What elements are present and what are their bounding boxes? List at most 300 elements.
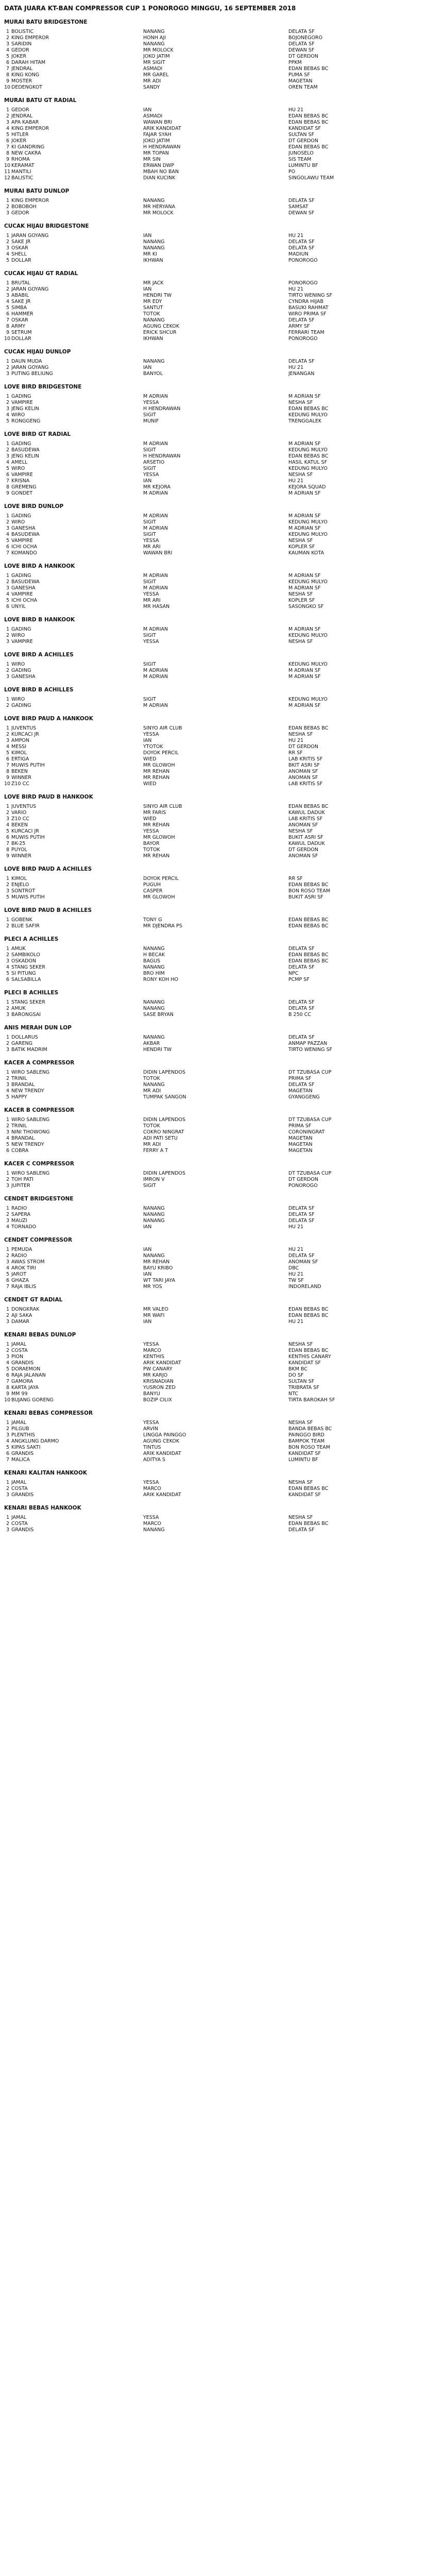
owner-name: ERWAN DWP — [143, 163, 175, 168]
result-rank: 10 — [4, 84, 11, 90]
owner-name: YESSA — [143, 1515, 159, 1520]
owner-name: DIAN KUCINK — [143, 175, 176, 181]
bird-name: STANG SEKER — [11, 999, 45, 1005]
result-row — [4, 888, 429, 894]
result-row — [4, 418, 429, 425]
result-row — [4, 233, 429, 239]
result-rank: 3 — [6, 639, 9, 645]
team-name: DT GERDON — [288, 1177, 319, 1182]
category-section — [0, 97, 429, 181]
owner-name: M ADRIAN — [143, 490, 168, 496]
team-name: NESHA SF — [288, 732, 313, 737]
bird-name: GONDET — [11, 490, 33, 496]
result-rank: 8 — [6, 324, 9, 329]
owner-name: NANANG — [143, 964, 165, 970]
result-row — [4, 1206, 429, 1212]
owner-name: MR ADI — [143, 78, 161, 84]
bird-name: BUJANG GORENG — [11, 1397, 54, 1403]
bird-name: DEDENGKOT — [11, 84, 43, 90]
team-name: BUKIT ASRI SF — [288, 894, 323, 900]
result-rank: 3 — [6, 1129, 9, 1135]
result-rank: 2 — [6, 633, 9, 638]
result-row — [4, 971, 429, 977]
result-row — [4, 1253, 429, 1259]
result-rank: 5 — [6, 971, 9, 976]
bird-name: KING EMPEROR — [11, 198, 49, 204]
result-row — [4, 816, 429, 822]
owner-name: NANANG — [143, 1218, 165, 1224]
team-name: EDAN BEBAS BC — [288, 120, 329, 125]
result-rank: 2 — [6, 1253, 9, 1259]
category-section — [0, 1331, 429, 1403]
category-title: KENARI KALITAN HANKOOK — [4, 1470, 88, 1476]
bird-name: STANG SEKER — [11, 964, 45, 970]
result-row — [4, 550, 429, 556]
result-row — [4, 1319, 429, 1325]
team-name: ANOMAN SF — [288, 822, 318, 828]
owner-name: MR YOS — [143, 1284, 162, 1290]
result-row — [4, 544, 429, 550]
owner-name: SIGIT — [143, 447, 156, 453]
bird-name: WIRO — [11, 412, 25, 418]
result-rank: 2 — [6, 1006, 9, 1011]
team-name: PO — [288, 169, 296, 175]
owner-name: SANDY — [143, 84, 160, 90]
owner-name: SIGIT — [143, 579, 156, 585]
result-rank: 3 — [6, 888, 9, 894]
bird-name: GADING — [11, 513, 31, 519]
result-row — [4, 359, 429, 365]
result-rank: 3 — [6, 1183, 9, 1189]
team-name: NESHA SF — [288, 400, 313, 405]
result-rank: 1 — [6, 804, 9, 809]
category-section — [0, 223, 429, 264]
bird-name: AJI SAKA — [11, 1313, 32, 1318]
result-row — [4, 1284, 429, 1290]
team-name: KEDUNG MULYO — [288, 532, 328, 537]
result-row — [4, 1006, 429, 1012]
result-row — [4, 1171, 429, 1177]
team-name: FERRARI TEAM — [288, 330, 324, 335]
result-row — [4, 513, 429, 519]
owner-name: SASE BRYAN — [143, 1012, 174, 1018]
category-title: LOVE BIRD DUNLOP — [4, 503, 64, 510]
bird-name: JARAN GOYANG — [11, 286, 49, 292]
result-rank: 9 — [6, 490, 9, 496]
bird-name: GEDOR — [11, 210, 29, 216]
bird-name: DOLLARUS — [11, 1035, 38, 1040]
bird-name: Z10 CC — [11, 816, 29, 822]
result-row — [4, 251, 429, 258]
owner-name: BAGUS — [143, 958, 161, 964]
owner-name: MR SIGIT — [143, 60, 165, 65]
bird-name: KI GANDRING — [11, 144, 45, 150]
category-title: LOVE BIRD PAUD A ACHILLES — [4, 866, 92, 872]
result-rank: 1 — [6, 1117, 9, 1123]
bird-name: WINNER — [11, 853, 32, 859]
bird-name: ICHI OCHA — [11, 544, 38, 550]
team-name: KAUMAN KOTA — [288, 550, 324, 556]
team-name: KEDUNG MULYO — [288, 697, 328, 702]
bird-name: KIPAS SAKTI — [11, 1445, 41, 1450]
category-title: LOVE BIRD BRIDGESTONE — [4, 384, 82, 390]
owner-name: SIGIT — [143, 633, 156, 638]
bird-name: WIRO — [11, 662, 25, 667]
result-rank: 6 — [6, 835, 9, 840]
result-row — [4, 604, 429, 610]
bird-name: SAMBIKOLO — [11, 952, 40, 958]
bird-name: SIMBA — [11, 305, 27, 311]
bird-name: GOBENK — [11, 917, 32, 923]
team-name: HU 21 — [288, 1247, 304, 1252]
owner-name: IAN — [143, 365, 152, 370]
result-rank: 3 — [6, 1432, 9, 1438]
owner-name: WIED — [143, 756, 157, 762]
result-row — [4, 732, 429, 738]
bird-name: GANESHA — [11, 674, 36, 680]
result-rank: 2 — [6, 286, 9, 292]
bird-name: DONGKRAK — [11, 1307, 40, 1312]
result-row — [4, 299, 429, 305]
team-name: KEDUNG MULYO — [288, 579, 328, 585]
owner-name: MR ARI — [143, 598, 161, 603]
result-rank: 4 — [6, 299, 9, 304]
owner-name: ARSETIO — [143, 460, 165, 465]
result-rank: 4 — [6, 1088, 9, 1094]
team-name: KENTHIS CANARY — [288, 1354, 331, 1360]
result-rank: 1 — [6, 441, 9, 447]
owner-name: SINYO AIR CLUB — [143, 725, 182, 731]
result-row — [4, 1148, 429, 1154]
result-row — [4, 1278, 429, 1284]
category-section — [0, 188, 429, 216]
team-name: KEDUNG MULYO — [288, 466, 328, 471]
team-name: DELATA SF — [288, 317, 315, 323]
team-name: TRENGGALEK — [288, 418, 322, 424]
bird-name: VAMPIRE — [11, 591, 33, 597]
result-row — [4, 964, 429, 971]
result-row — [4, 668, 429, 674]
owner-name: M ADRIAN — [143, 585, 168, 591]
team-name: M ADRIAN SF — [288, 668, 321, 673]
result-row — [4, 1272, 429, 1278]
team-name: EDAN BEBAS BC — [288, 1486, 329, 1492]
result-row — [4, 47, 429, 54]
result-row — [4, 330, 429, 336]
team-name: ANOMAN SF — [288, 769, 318, 774]
category-section — [0, 907, 429, 929]
category-section — [0, 1504, 429, 1533]
result-rank: 1 — [6, 280, 9, 286]
owner-name: IMRON V — [143, 1177, 165, 1182]
team-name: TW SF — [288, 1278, 304, 1283]
result-rank: 4 — [6, 532, 9, 537]
result-rank: 1 — [6, 233, 9, 239]
team-name: BOJONEGORO — [288, 35, 323, 41]
result-rank: 2 — [6, 1177, 9, 1182]
bird-name: GADING — [11, 703, 31, 708]
category-title: CUCAK HIJAU GT RADIAL — [4, 270, 78, 277]
team-name: KAWUL DADUK — [288, 810, 325, 816]
result-rank: 7 — [6, 1457, 9, 1463]
team-name: SASONGKO SF — [288, 604, 324, 609]
result-row — [4, 756, 429, 762]
team-name: M ADRIAN SF — [288, 573, 321, 579]
result-rank: 1 — [6, 1247, 9, 1252]
owner-name: ASMADI — [143, 66, 163, 72]
result-row — [4, 412, 429, 418]
result-row — [4, 1521, 429, 1527]
bird-name: PILGUB — [11, 1426, 29, 1432]
bird-name: SARIDIN — [11, 41, 32, 47]
owner-name: TOTOK — [143, 1123, 160, 1129]
owner-name: SINYO AIR CLUB — [143, 804, 182, 809]
team-name: BASUKI RAHMAT — [288, 305, 329, 311]
owner-name: SIGIT — [143, 532, 156, 537]
owner-name: M ADRIAN — [143, 668, 168, 673]
result-row — [4, 150, 429, 157]
bird-name: BASUDEWA — [11, 532, 40, 537]
result-row — [4, 210, 429, 216]
team-name: KEDUNG MULYO — [288, 447, 328, 453]
bird-name: MANTILI — [11, 169, 31, 175]
result-rank: 5 — [6, 418, 9, 424]
result-row — [4, 1420, 429, 1426]
result-row — [4, 258, 429, 264]
bird-name: RONGGENG — [11, 418, 41, 424]
owner-name: M ADRIAN — [143, 573, 168, 579]
owner-name: ASMADI — [143, 113, 163, 119]
result-rank: 2 — [6, 1426, 9, 1432]
result-rank: 4 — [6, 126, 9, 131]
owner-name: ERICK SHCUR — [143, 330, 177, 335]
result-rank: 1 — [6, 1342, 9, 1347]
bird-name: GADING — [11, 668, 31, 673]
result-row — [4, 29, 429, 35]
result-row — [4, 336, 429, 342]
result-row — [4, 1366, 429, 1372]
team-name: EDAN BEBAS BC — [288, 958, 329, 964]
result-row — [4, 882, 429, 888]
bird-name: WIRO SABLENG — [11, 1171, 50, 1176]
result-rank: 3 — [6, 1319, 9, 1325]
result-rank: 6 — [6, 1451, 9, 1456]
team-name: CORONINGRAT — [288, 1129, 325, 1135]
owner-name: MR KI — [143, 251, 157, 257]
result-rank: 8 — [6, 1385, 9, 1391]
owner-name: YESSA — [143, 472, 159, 478]
category-section — [0, 651, 429, 680]
team-name: DELATA SF — [288, 1253, 315, 1259]
bird-name: DARAH HITAM — [11, 60, 46, 65]
team-name: EDAN BEBAS BC — [288, 113, 329, 119]
category-title: LOVE BIRD GT RADIAL — [4, 431, 71, 437]
result-row — [4, 1348, 429, 1354]
team-name: DELATA SF — [288, 1082, 315, 1088]
result-row — [4, 245, 429, 251]
result-row — [4, 126, 429, 132]
bird-name: ARMY — [11, 324, 26, 329]
owner-name: M ADRIAN — [143, 626, 168, 632]
team-name: NPC — [288, 971, 299, 976]
bird-name: UNYIL — [11, 604, 26, 609]
result-rank: 3 — [6, 585, 9, 591]
team-name: JENANGAN — [288, 371, 315, 377]
bird-name: BLUE SAFIR — [11, 923, 40, 929]
bird-name: PUYOL — [11, 847, 27, 853]
result-row — [4, 804, 429, 810]
result-row — [4, 828, 429, 835]
team-name: DELATA SF — [288, 29, 315, 35]
bird-name: SALSABILLA — [11, 977, 41, 982]
bird-name: APA KABAR — [11, 120, 39, 125]
result-row — [4, 1457, 429, 1463]
result-row — [4, 169, 429, 175]
result-rank: 5 — [6, 1272, 9, 1277]
owner-name: ARVIN — [143, 1426, 158, 1432]
category-section — [0, 1059, 429, 1100]
result-rank: 3 — [6, 406, 9, 412]
owner-name: PW CANARY — [143, 1366, 173, 1372]
team-name: NESHA SF — [288, 639, 313, 645]
owner-name: YESSA — [143, 1480, 159, 1485]
owner-name: M ADRIAN — [143, 441, 168, 447]
bird-name: RADIO — [11, 1253, 27, 1259]
result-rank: 8 — [6, 72, 9, 78]
category-section — [0, 1469, 429, 1498]
team-name: DELATA SF — [288, 1006, 315, 1011]
owner-name: IAN — [143, 1272, 152, 1277]
result-row — [4, 822, 429, 828]
owner-name: MR DJENDRA PS — [143, 923, 182, 929]
team-name: GYANGGENG — [288, 1094, 320, 1100]
owner-name: IAN — [143, 478, 152, 484]
result-rank: 4 — [6, 822, 9, 828]
result-rank: 2 — [6, 1313, 9, 1318]
result-row — [4, 958, 429, 964]
bird-name: GRANDIS — [11, 1492, 34, 1498]
bird-name: MUWIS PUTIH — [11, 894, 45, 900]
result-row — [4, 198, 429, 204]
team-name: PONOROGO — [288, 336, 318, 342]
result-rank: 1 — [6, 917, 9, 923]
team-name: PRIMA SF — [288, 1123, 312, 1129]
owner-name: MR ARI — [143, 544, 161, 550]
owner-name: TOTOK — [143, 311, 160, 317]
category-title: ANIS MERAH DUN LOP — [4, 1025, 72, 1031]
owner-name: TOTOK — [143, 1076, 160, 1081]
owner-name: MARCO — [143, 1521, 161, 1527]
result-rank: 5 — [6, 598, 9, 603]
owner-name: ADITYA S — [143, 1457, 166, 1463]
result-rank: 1 — [6, 394, 9, 399]
owner-name: MARCO — [143, 1486, 161, 1492]
team-name: EDAN BEBAS BC — [288, 882, 329, 888]
team-name: DELATA SF — [288, 1206, 315, 1211]
bird-name: JAROT — [11, 1272, 27, 1277]
category-section — [0, 1296, 429, 1325]
owner-name: H HENDRAWAN — [143, 144, 181, 150]
result-rank: 3 — [6, 1354, 9, 1360]
result-row — [4, 113, 429, 120]
result-rank: 1 — [6, 1171, 9, 1176]
team-name: WIRO PRIMA SF — [288, 311, 327, 317]
owner-name: COKRO NINGRAT — [143, 1129, 184, 1135]
result-rank: 1 — [6, 1035, 9, 1040]
owner-name: BOZIP CILIX — [143, 1397, 172, 1403]
bird-name: KING EMPEROR — [11, 126, 49, 131]
team-name: DELATA SF — [288, 964, 315, 970]
owner-name: WAWAN BRI — [143, 550, 173, 556]
result-rank: 9 — [6, 157, 9, 162]
owner-name: MR FARIS — [143, 810, 166, 816]
result-row — [4, 1136, 429, 1142]
team-name: JUNOSELO — [288, 150, 314, 156]
category-section — [0, 1195, 429, 1230]
page-title: DATA JUARA KT-BAN COMPRESSOR CUP 1 PONOROGO MINGGU, 16 SEPTEMBER 2018 — [4, 5, 296, 12]
bird-name: RADIO — [11, 1206, 27, 1211]
result-row — [4, 946, 429, 952]
owner-name: MR REHAN — [143, 1259, 170, 1265]
team-name: HU 21 — [288, 1272, 304, 1277]
owner-name: IKHWAN — [143, 336, 163, 342]
team-name: DELATA SF — [288, 198, 315, 204]
result-row — [4, 769, 429, 775]
owner-name: DIDIN LAPENDOS — [143, 1117, 186, 1123]
team-name: DT GERDON — [288, 54, 319, 59]
bird-name: BEKEN — [11, 769, 28, 774]
team-name: DELATA SF — [288, 999, 315, 1005]
result-rank: 3 — [6, 816, 9, 822]
result-rank: 3 — [6, 1012, 9, 1018]
team-name: EDAN BEBAS BC — [288, 725, 329, 731]
team-name: KEJORA SQUAD — [288, 484, 326, 490]
bird-name: BOBOBOH — [11, 204, 37, 210]
result-rank: 5 — [6, 305, 9, 311]
owner-name: NANANG — [143, 239, 165, 245]
category-section — [0, 563, 429, 610]
result-rank: 6 — [6, 977, 9, 982]
result-row — [4, 1142, 429, 1148]
category-title: LOVE BIRD PAUD A HANKOOK — [4, 716, 93, 722]
team-name: KEDUNG MULYO — [288, 662, 328, 667]
result-row — [4, 526, 429, 532]
result-rank: 2 — [6, 400, 9, 405]
team-name: EDAN BEBAS BC — [288, 66, 329, 72]
bird-name: JUVENTUS — [11, 725, 37, 731]
result-row — [4, 781, 429, 787]
team-name: ARMY SF — [288, 324, 310, 329]
bird-name: MM 99 — [11, 1391, 28, 1397]
team-name: LAB KRITIS SF — [288, 781, 323, 787]
category-title: CUCAK HIJAU BRIDGESTONE — [4, 223, 89, 229]
bird-name: GADING — [11, 394, 31, 399]
team-name: HU 21 — [288, 286, 304, 292]
result-rank: 2 — [6, 882, 9, 888]
team-name: DT TZUBASA CUP — [288, 1070, 332, 1075]
owner-name: MR GLOWOH — [143, 762, 175, 768]
result-rank: 8 — [6, 769, 9, 774]
result-row — [4, 1218, 429, 1224]
result-rank: 5 — [6, 1142, 9, 1147]
result-row — [4, 633, 429, 639]
bird-name: KOMANDO — [11, 550, 37, 556]
owner-name: MR ADI — [143, 1142, 161, 1147]
result-row — [4, 371, 429, 377]
result-row — [4, 744, 429, 750]
result-row — [4, 1397, 429, 1403]
result-row — [4, 532, 429, 538]
